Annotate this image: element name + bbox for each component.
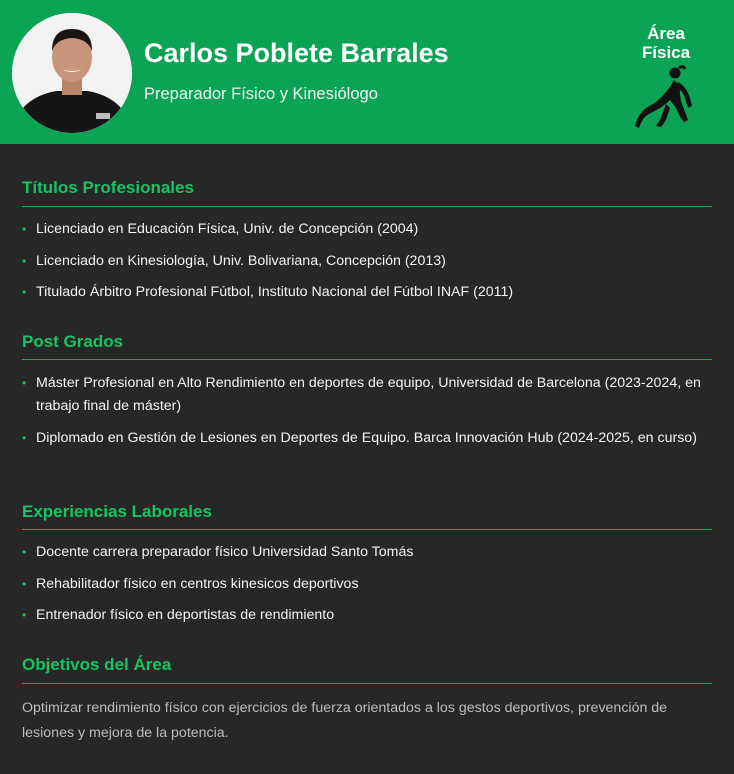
avatar — [12, 13, 132, 133]
objetivos-text: Optimizar rendimiento físico con ejercicios de fuerza orientados a los gestos deportivos, prevención de lesiones y mejora de la potencia. — [22, 700, 668, 741]
bullet-icon: • — [22, 545, 27, 559]
list-item: • Licenciado en Kinesiología, Univ. Bolivariana, Concepción (2013) — [22, 250, 712, 273]
list-item: • Diplomado en Gestión de Lesiones en Deportes de Equipo. Barca Innovación Hub (2024-2025, en curso) — [22, 427, 712, 450]
section-title-postgrados: Post Grados — [22, 332, 124, 351]
list-item: • Rehabilitador físico en centros kinesicos deportivos — [22, 573, 712, 596]
list-item: • Entrenador físico en deportistas de rendimiento — [22, 604, 712, 627]
section-title-titulos: Títulos Profesionales — [22, 178, 194, 197]
section-title-experiencias: Experiencias Laborales — [22, 502, 212, 521]
list-item: • Docente carrera preparador físico Universidad Santo Tomás — [22, 541, 712, 564]
section-divider — [22, 359, 712, 360]
list-item: • Titulado Árbitro Profesional Fútbol, Instituto Nacional del Fútbol INAF (2011) — [22, 281, 712, 304]
area-badge-line2: Física — [641, 43, 691, 62]
bullet-icon: • — [22, 608, 27, 622]
profile-photo — [12, 13, 132, 133]
section-divider — [22, 529, 712, 530]
bullet-icon: • — [22, 285, 27, 299]
section-divider — [22, 206, 712, 207]
profile-header — [0, 0, 734, 144]
area-badge-line1: Área — [647, 24, 685, 43]
bullet-icon: • — [22, 376, 27, 390]
section-title-objetivos: Objetivos del Área — [22, 655, 172, 674]
bullet-icon: • — [22, 431, 27, 445]
bullet-icon: • — [22, 577, 27, 591]
athlete-stretching-icon — [630, 64, 702, 134]
profile-name: Carlos Poblete Barrales — [144, 38, 449, 68]
bullet-icon: • — [22, 254, 27, 268]
list-item: • Máster Profesional en Alto Rendimiento en deportes de equipo, Universidad de Barcelona (2023-2024, en trabajo final de máster) — [22, 372, 712, 418]
section-divider — [22, 683, 712, 684]
list-item: • Licenciado en Educación Física, Univ. de Concepción (2004) — [22, 218, 712, 241]
profile-role: Preparador Físico y Kinesiólogo — [144, 85, 378, 103]
bullet-icon: • — [22, 222, 27, 236]
area-badge — [630, 24, 702, 62]
